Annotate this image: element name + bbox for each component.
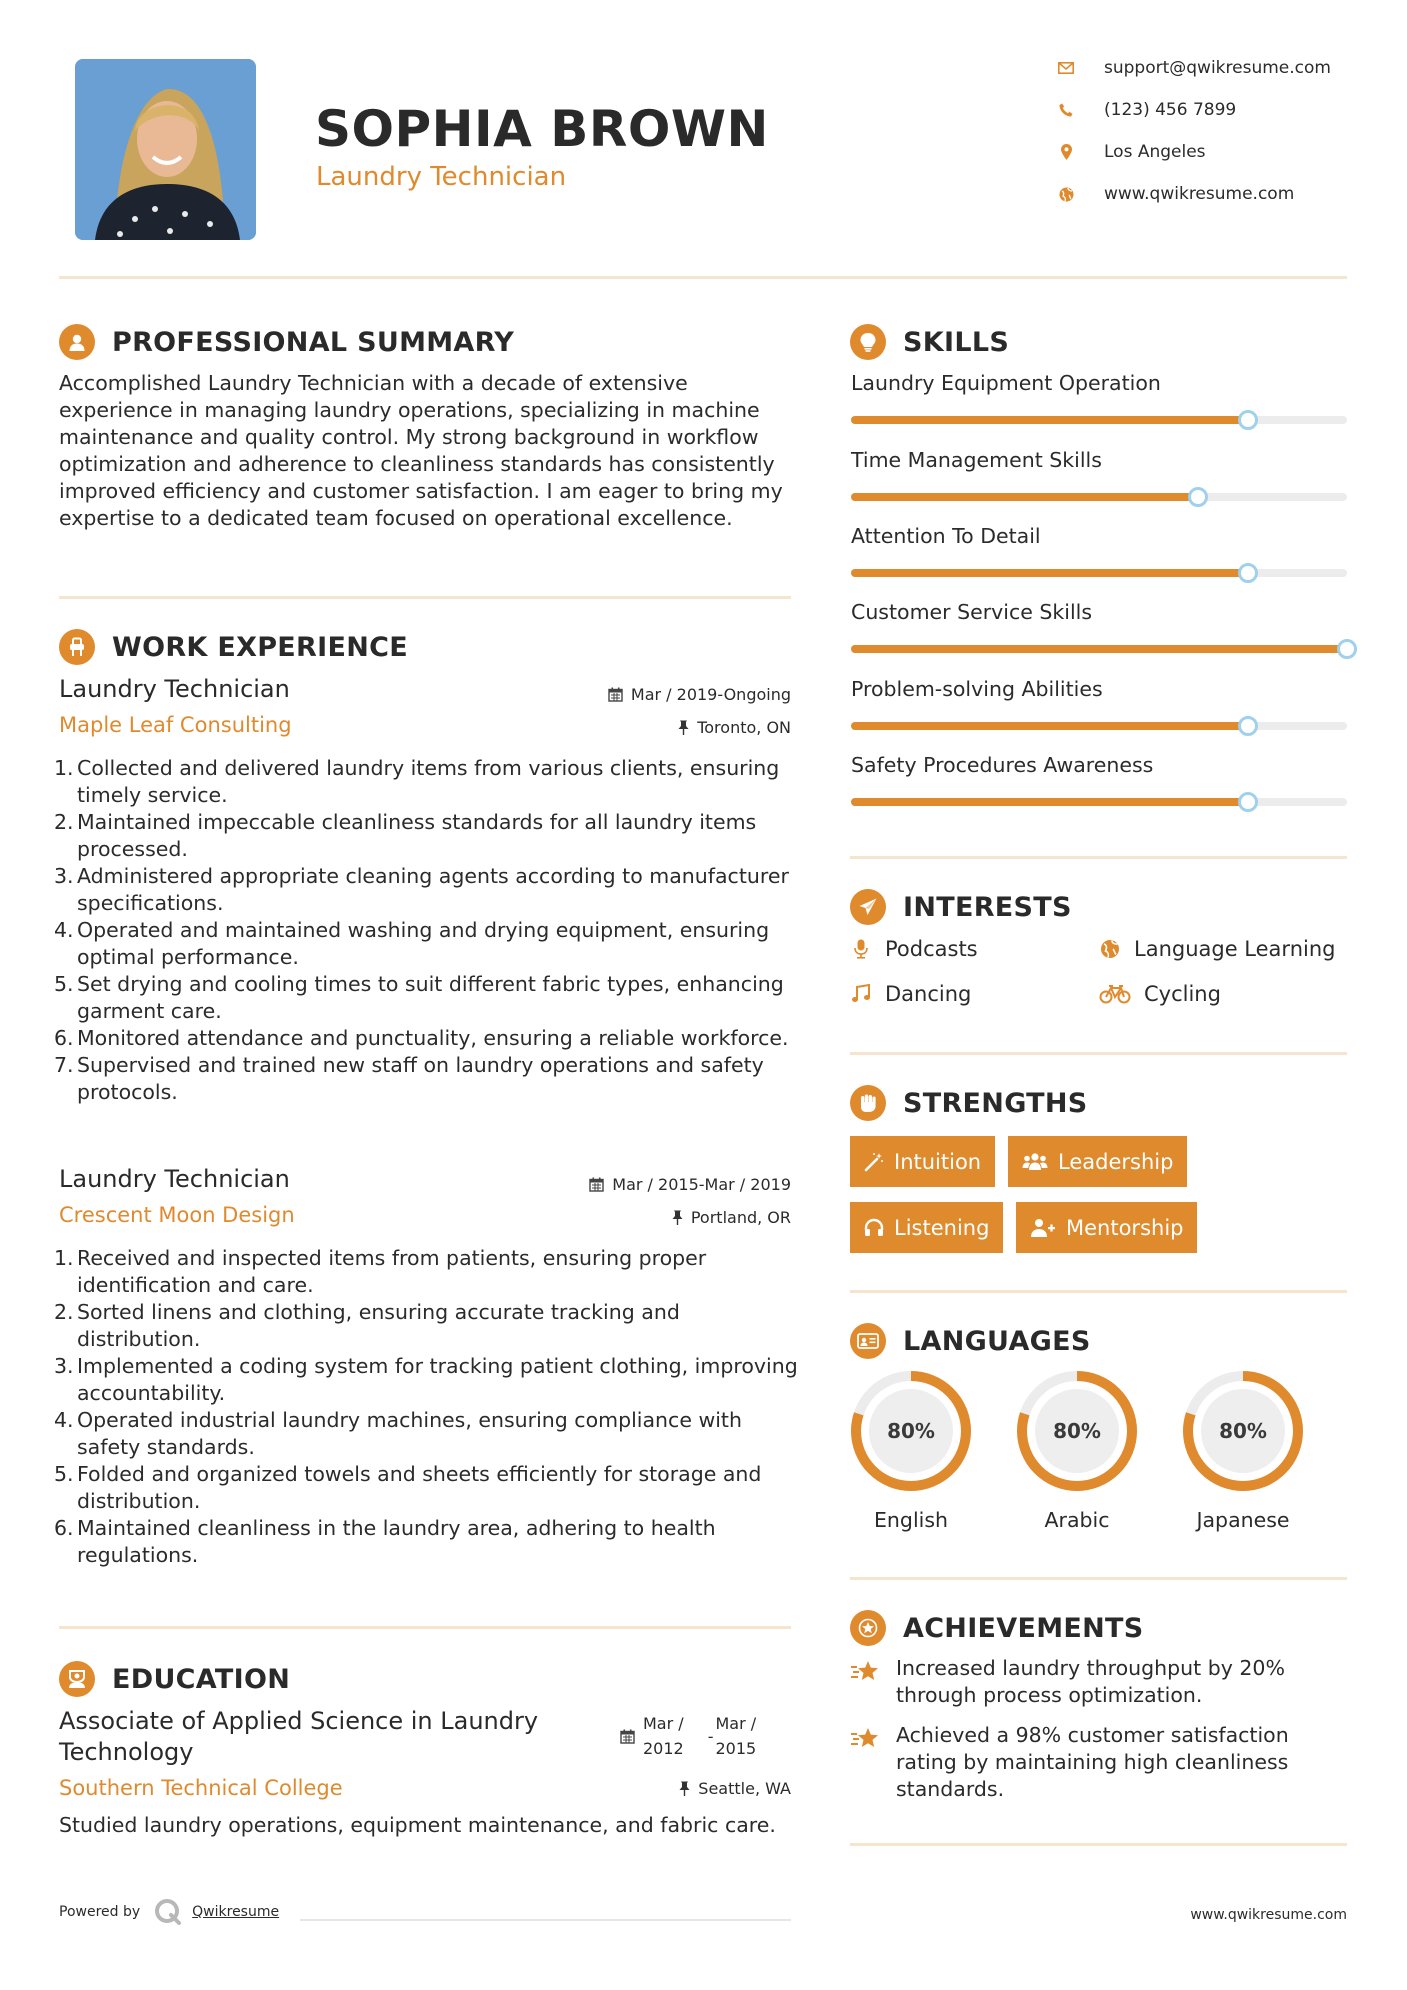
summary-text: Accomplished Laundry Technician with a decade of extensive experience in managing laundry operations, specializing in machine maintenance and quality control. My strong background in workflow optimization and adherence to cleanliness standards has consistently improved efficiency and customer satisfaction. I am eager to bring my expertise to a dedicated team focused on operational excellence. bbox=[59, 371, 783, 530]
section-divider bbox=[850, 1843, 1347, 1846]
contact-location bbox=[1055, 142, 1355, 162]
job-location: Portland, OR bbox=[491, 1208, 791, 1227]
language-label: Arabic bbox=[1044, 1508, 1110, 1532]
job-title: Laundry Technician bbox=[59, 1165, 290, 1193]
list-item: 1. Received and inspected items from patients, ensuring proper identification and care. bbox=[54, 1246, 707, 1297]
candidate-role: Laundry Technician bbox=[316, 162, 567, 192]
list-item: 5. Folded and organized towels and sheets efficiently for storage and distribution. bbox=[54, 1462, 762, 1513]
list-item: 4. Operated and maintained washing and drying equipment, ensuring optimal performance. bbox=[54, 918, 770, 969]
job-title: Laundry Technician bbox=[59, 675, 290, 703]
skill-bar-knob bbox=[1238, 410, 1258, 430]
microphone-icon bbox=[850, 939, 872, 959]
phone-icon bbox=[1055, 101, 1077, 119]
language-item bbox=[1016, 1370, 1138, 1532]
contact-text[interactable]: (123) 456 7899 bbox=[1104, 100, 1237, 120]
education-date: Mar / 2012 - Mar / 2015 bbox=[620, 1711, 800, 1761]
education-location: Seattle, WA bbox=[491, 1779, 791, 1798]
skill-bar bbox=[851, 416, 1347, 424]
languages-heading: LANGUAGES bbox=[850, 1323, 1091, 1359]
footer-divider bbox=[300, 1919, 791, 1921]
interests-heading: INTERESTS bbox=[850, 889, 1072, 925]
list-item: 7. Supervised and trained new staff on laundry operations and safety protocols. bbox=[54, 1053, 764, 1104]
strength-tag: Intuition bbox=[850, 1136, 995, 1187]
globe-icon bbox=[1099, 939, 1121, 959]
language-item bbox=[1182, 1370, 1304, 1532]
skill-bar-fill bbox=[851, 569, 1248, 577]
skill-label: Problem-solving Abilities bbox=[851, 677, 1103, 701]
skill-bar bbox=[851, 722, 1347, 730]
list-item: 4. Operated industrial laundry machines, ensuring compliance with safety standards. bbox=[54, 1408, 742, 1459]
users-icon bbox=[1022, 1152, 1048, 1172]
list-item: 6. Monitored attendance and punctuality, ensuring a reliable workforce. bbox=[54, 1026, 789, 1050]
section-divider bbox=[59, 596, 791, 599]
contact-text: Los Angeles bbox=[1104, 142, 1206, 162]
skill-bar bbox=[851, 645, 1347, 653]
skill-label: Attention To Detail bbox=[851, 524, 1041, 548]
achievements-heading: ACHIEVEMENTS bbox=[850, 1610, 1144, 1646]
header-divider bbox=[59, 276, 1347, 279]
achievement-item: Increased laundry throughput by 20% through process optimization. bbox=[850, 1655, 1350, 1709]
bicycle-icon bbox=[1099, 984, 1131, 1004]
experience-heading: WORK EXPERIENCE bbox=[59, 629, 408, 665]
star-icon bbox=[850, 1722, 896, 1803]
strength-tag: Leadership bbox=[1008, 1136, 1187, 1187]
language-item bbox=[850, 1370, 972, 1532]
lightbulb-icon bbox=[850, 324, 886, 360]
achievement-item: Achieved a 98% customer satisfaction rating by maintaining high cleanliness standards. bbox=[850, 1722, 1350, 1803]
skill-bar-fill bbox=[851, 493, 1198, 501]
skill-bar-fill bbox=[851, 798, 1248, 806]
calendar-icon bbox=[620, 1729, 635, 1744]
contact-email bbox=[1055, 58, 1355, 78]
list-item: 3. Implemented a coding system for tracking patient clothing, improving accountability. bbox=[54, 1354, 798, 1405]
education-heading: EDUCATION bbox=[59, 1661, 290, 1697]
job-date: Mar / 2015-Mar / 2019 bbox=[491, 1175, 791, 1194]
contact-text[interactable]: www.qwikresume.com bbox=[1104, 184, 1295, 204]
summary-heading: PROFESSIONAL SUMMARY bbox=[59, 324, 514, 360]
skill-label: Customer Service Skills bbox=[851, 600, 1093, 624]
job-date: Mar / 2019-Ongoing bbox=[491, 685, 791, 704]
user-plus-icon bbox=[1030, 1218, 1056, 1238]
interest-item: Language Learning bbox=[1099, 937, 1335, 961]
skill-bar-fill bbox=[851, 722, 1248, 730]
job-duties bbox=[54, 1245, 799, 1569]
calendar-icon bbox=[608, 687, 623, 702]
education-school: Southern Technical College bbox=[59, 1776, 343, 1800]
section-divider bbox=[850, 856, 1347, 859]
user-icon bbox=[59, 324, 95, 360]
strength-tag: Mentorship bbox=[1016, 1202, 1197, 1253]
globe-icon bbox=[1055, 185, 1077, 203]
language-percent: 80% bbox=[887, 1419, 935, 1443]
footer-site-link[interactable]: www.qwikresume.com bbox=[1190, 1907, 1347, 1923]
strength-tag: Listening bbox=[850, 1202, 1003, 1253]
section-divider bbox=[850, 1577, 1347, 1580]
profile-photo bbox=[75, 59, 256, 240]
language-label: English bbox=[873, 1508, 949, 1532]
headphones-icon bbox=[864, 1218, 884, 1238]
calendar-icon bbox=[589, 1177, 604, 1192]
list-item: 2. Sorted linens and clothing, ensuring accurate tracking and distribution. bbox=[54, 1300, 680, 1351]
contact-phone bbox=[1055, 100, 1355, 120]
footer-brand-link[interactable]: Qwikresume bbox=[192, 1904, 280, 1920]
skill-bar bbox=[851, 798, 1347, 806]
language-ring bbox=[1182, 1370, 1304, 1492]
footer-powered: Powered by Qwikresume bbox=[59, 1898, 279, 1926]
list-item: 2. Maintained impeccable cleanliness standards for all laundry items processed. bbox=[54, 810, 757, 861]
skills-heading: SKILLS bbox=[850, 324, 1009, 360]
star-badge-icon bbox=[850, 1610, 886, 1646]
language-ring bbox=[1016, 1370, 1138, 1492]
job-location: Toronto, ON bbox=[491, 718, 791, 737]
interest-item: Dancing bbox=[850, 982, 971, 1006]
skill-bar bbox=[851, 569, 1347, 577]
section-divider bbox=[850, 1052, 1347, 1055]
education-degree: Associate of Applied Science in Laundry Technology bbox=[59, 1707, 539, 1766]
section-divider bbox=[59, 1626, 791, 1629]
paper-plane-icon bbox=[850, 889, 886, 925]
id-card-icon bbox=[850, 1323, 886, 1359]
list-item: 6. Maintained cleanliness in the laundry area, adhering to health regulations. bbox=[54, 1516, 716, 1567]
skill-bar-knob bbox=[1337, 639, 1357, 659]
map-pin-icon bbox=[1055, 143, 1077, 161]
pushpin-icon bbox=[672, 1210, 683, 1225]
interest-item: Cycling bbox=[1099, 982, 1221, 1006]
envelope-icon bbox=[1055, 59, 1077, 77]
skill-bar-knob bbox=[1238, 792, 1258, 812]
pushpin-icon bbox=[678, 720, 689, 735]
language-percent: 80% bbox=[1219, 1419, 1267, 1443]
section-divider bbox=[850, 1290, 1347, 1293]
job-company: Maple Leaf Consulting bbox=[59, 713, 292, 737]
contact-text[interactable]: support@qwikresume.com bbox=[1104, 58, 1331, 78]
briefcase-icon bbox=[59, 629, 95, 665]
list-item: 3. Administered appropriate cleaning agents according to manufacturer specifications. bbox=[54, 864, 789, 915]
list-item: 1. Collected and delivered laundry items from various clients, ensuring timely service. bbox=[54, 756, 780, 807]
magic-wand-icon bbox=[864, 1152, 884, 1172]
pushpin-icon bbox=[679, 1781, 690, 1796]
skill-bar-knob bbox=[1238, 563, 1258, 583]
interest-item: Podcasts bbox=[850, 937, 978, 961]
language-label: Japanese bbox=[1196, 1508, 1290, 1532]
education-text: Studied laundry operations, equipment maintenance, and fabric care. bbox=[59, 1813, 776, 1837]
qwikresume-logo-icon bbox=[154, 1898, 182, 1926]
graduate-icon bbox=[59, 1661, 95, 1697]
star-icon bbox=[850, 1655, 896, 1709]
skill-bar-knob bbox=[1238, 716, 1258, 736]
contact-website bbox=[1055, 184, 1355, 204]
language-percent: 80% bbox=[1053, 1419, 1101, 1443]
skill-bar-fill bbox=[851, 416, 1248, 424]
strengths-heading: STRENGTHS bbox=[850, 1085, 1088, 1121]
skill-bar-knob bbox=[1188, 487, 1208, 507]
language-ring bbox=[850, 1370, 972, 1492]
job-duties bbox=[54, 755, 799, 1106]
fist-icon bbox=[850, 1085, 886, 1121]
music-note-icon bbox=[850, 984, 872, 1004]
skill-label: Safety Procedures Awareness bbox=[851, 753, 1154, 777]
candidate-name: SOPHIA BROWN bbox=[315, 100, 769, 158]
skill-bar-fill bbox=[851, 645, 1347, 653]
skill-label: Laundry Equipment Operation bbox=[851, 371, 1161, 395]
job-company: Crescent Moon Design bbox=[59, 1203, 295, 1227]
skill-label: Time Management Skills bbox=[851, 448, 1102, 472]
list-item: 5. Set drying and cooling times to suit different fabric types, enhancing garment care. bbox=[54, 972, 784, 1023]
skill-bar bbox=[851, 493, 1347, 501]
